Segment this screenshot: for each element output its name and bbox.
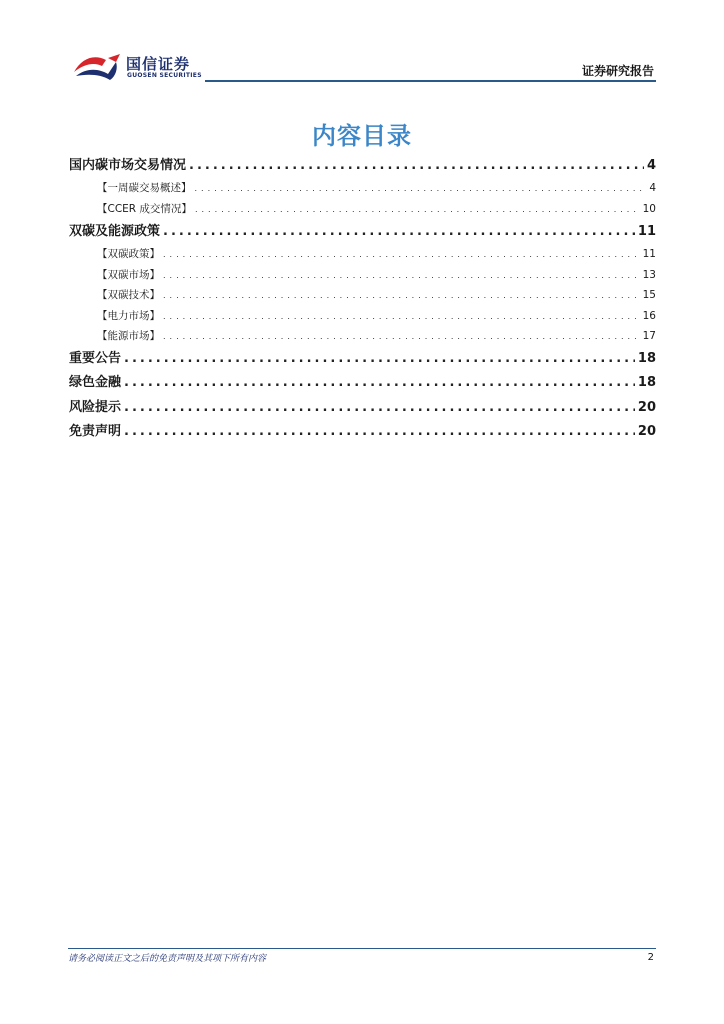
header-divider [205,80,656,82]
toc-entry-page: 20 [637,424,656,440]
toc-subsection-entry[interactable] [69,265,656,286]
toc-entry-page: 18 [637,350,656,366]
toc-dot-leader [163,245,640,265]
company-logo [72,50,202,84]
toc-entry-label: 重要公告 [69,350,122,366]
toc-entry-page: 17 [642,330,656,343]
footer-disclaimer: 请务必阅读正文之后的免责声明及其项下所有内容 [68,954,267,964]
toc-dot-leader [124,396,635,420]
toc-entry-page: 20 [637,399,656,415]
toc-entry-label: 【一周碳交易概述】 [97,182,192,195]
toc-dot-leader [124,420,635,444]
toc-dot-leader [163,327,640,347]
toc-entry-label: 【双碳政策】 [97,247,160,260]
toc-subsection-entry[interactable] [69,285,656,306]
toc-entry-page: 4 [646,158,656,173]
toc-subsection-entry[interactable] [69,199,656,220]
guosen-logo-icon [72,50,122,84]
toc-entry-page: 16 [642,309,656,322]
toc-entry-label: 【CCER 成交情况】 [97,202,192,215]
logo-text-en: GUOSEN SECURITIES [127,72,202,79]
toc-dot-leader [163,266,640,286]
toc-entry-label: 【双碳技术】 [97,289,160,302]
toc-entry-label: 双碳及能源政策 [69,223,161,239]
toc-entry-page: 11 [642,247,656,260]
toc-section-entry[interactable] [69,347,656,371]
toc-entry-label: 免责声明 [69,424,122,440]
report-type-label: 证券研究报告 [581,64,654,78]
toc-entry-label: 国内碳市场交易情况 [69,158,187,173]
toc-entry-label: 【能源市场】 [97,330,160,343]
toc-subsection-entry[interactable] [69,244,656,265]
toc-dot-leader [124,371,635,395]
toc-dot-leader [163,220,635,244]
toc-dot-leader [189,154,644,178]
toc-dot-leader [195,179,647,199]
toc-entry-page: 11 [637,223,656,239]
toc-dot-leader [195,200,640,220]
toc-dot-leader [163,307,640,327]
toc-section-entry[interactable] [69,396,656,420]
page-title: 内容目录 [312,122,412,150]
page-number: 2 [647,952,654,963]
logo-text-cn: 国信证券 [126,55,191,73]
table-of-contents [69,154,656,445]
footer-divider [68,948,656,949]
toc-dot-leader [124,347,635,371]
toc-section-entry[interactable] [69,420,656,444]
toc-subsection-entry[interactable] [69,306,656,327]
toc-section-entry[interactable] [69,371,656,395]
toc-entry-page: 4 [649,182,656,195]
toc-entry-label: 绿色金融 [69,375,122,391]
toc-entry-page: 18 [637,375,656,391]
toc-entry-page: 13 [642,268,656,281]
toc-section-entry[interactable] [69,154,656,178]
toc-section-entry[interactable] [69,220,656,244]
toc-entry-label: 【双碳市场】 [97,268,160,281]
toc-entry-label: 【电力市场】 [97,309,160,322]
toc-subsection-entry[interactable] [69,178,656,199]
toc-entry-page: 15 [642,289,656,302]
toc-subsection-entry[interactable] [69,326,656,347]
toc-entry-label: 风险提示 [69,399,122,415]
toc-entry-page: 10 [642,202,656,215]
toc-dot-leader [163,286,640,306]
page-header [0,0,724,90]
